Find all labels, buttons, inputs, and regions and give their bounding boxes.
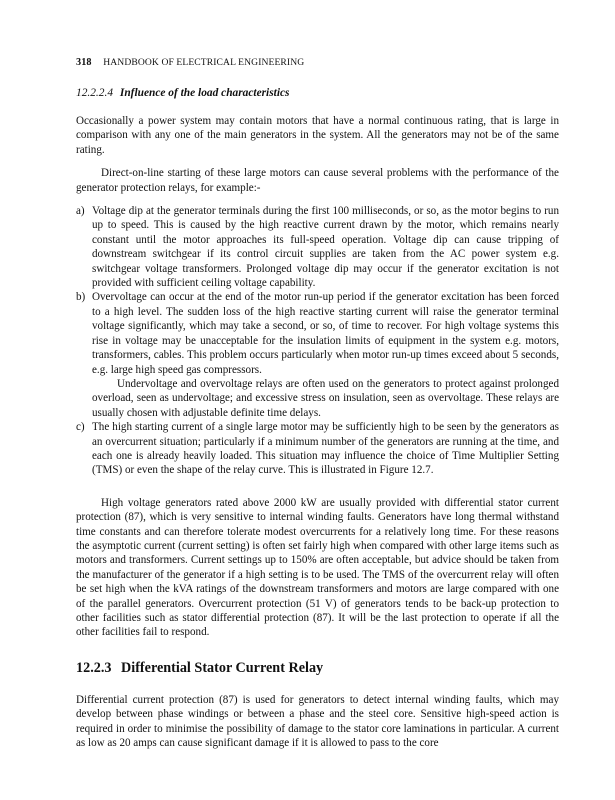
problem-list-continued	[76, 420, 559, 478]
section-number: 12.2.3	[76, 659, 112, 676]
running-header	[76, 56, 559, 69]
differential-protection-paragraph: Differential current protection (87) is used for generators to detect internal winding faults, which may develop between phase windings or between a phase and the steel core. Sensitive high-speed action is required in order to minimise the possibility of damage to the stator core laminations in particular. A current as low as 20 amps can cause significant damage if it is allowed to pass to the core	[76, 693, 559, 750]
list-item	[76, 204, 559, 290]
list-item	[76, 290, 559, 376]
hv-generators-paragraph: High voltage generators rated above 2000 kW are usually provided with differential stator current protection (87), which is very sensitive to internal winding faults. Generators have long thermal withstand time constants and can therefore tolerate modest overcurrents for a relatively long time. For these reasons the asymptotic current (current setting) is often set fairly high when compared with other large items such as motors and transformers. Current settings up to 150% are often acceptable, but advice should be taken from the manufacturer of the generator if a high setting is to be used. The TMS of the overcurrent relay will often be set high when the kVA ratings of the downstream transformers and motors are large compared with one of the parallel generators. Overcurrent protection (51 V) of generators tends to be back-up protection to other facilities such as stator differential protection (87). It will be the last protection to operate if all the other facilities fail to respond.	[76, 496, 559, 639]
list-marker: c)	[76, 421, 85, 434]
book-title: HANDBOOK OF ELECTRICAL ENGINEERING	[103, 57, 305, 68]
relay-note-paragraph: Undervoltage and overvoltage relays are often used on the generators to protect against prolonged overload, seen as undervoltage; and excessive stress on insulation, seen as overvoltage. These relays are usually chosen with adjustable definite time delays.	[92, 377, 559, 419]
problem-list	[76, 204, 559, 377]
list-item	[76, 420, 559, 478]
list-marker: a)	[76, 205, 85, 218]
list-marker: b)	[76, 291, 86, 304]
subsection-title: Influence of the load characteristics	[119, 87, 290, 99]
list-item-text: Overvoltage can occur at the end of the motor run-up period if the generator excitation has been forced to a high level. The sudden loss of the high reactive starting current will raise the generator terminal voltage significantly, which may take a second, or so, of time to recover. For high voltage systems this rise in voltage may be unacceptable for the insulation limits of equipment in the system e.g. motors, transformers, cables. This problem occurs particularly when motor run-up times exceed about 5 seconds, e.g. large high speed gas compressors.	[92, 291, 559, 376]
list-item-text: The high starting current of a single large motor may be sufficiently high to be seen by the generators as an overcurrent situation; particularly if a minimum number of the generators are running at the time, and each one is already heavily loaded. This situation may influence the choice of Time Multiplier Setting (TMS) or even the shape of the relay curve. This is illustrated in Figure 12.7.	[92, 421, 559, 477]
document-page	[76, 56, 559, 750]
section-heading	[76, 659, 559, 677]
section-title: Differential Stator Current Relay	[121, 659, 324, 676]
subsection-number: 12.2.2.4	[76, 87, 114, 99]
intro-paragraph: Occasionally a power system may contain motors that have a normal continuous rating, that is large in comparison with any one of the main generators in the system. All the generators may not be of the same rating.	[76, 115, 559, 156]
page-number: 318	[76, 57, 92, 68]
list-item-text: Voltage dip at the generator terminals during the first 100 milliseconds, or so, as the motor begins to run up to speed. This is caused by the high reactive current drawn by the motor, which remains nearly constant until the motor approaches its full-speed operation. Voltage dip can cause tripping of downstream switchgear if its control circuit supplies are taken from the AC power system e.g. switchgear voltage transformers. Prolonged voltage dip may occur if the generator excitation is not provided with sufficient ceiling voltage capability.	[92, 205, 559, 290]
dol-starting-paragraph: Direct-on-line starting of these large motors can cause several problems with the performance of the generator protection relays, for example:-	[76, 167, 559, 194]
subsection-heading	[76, 86, 559, 101]
